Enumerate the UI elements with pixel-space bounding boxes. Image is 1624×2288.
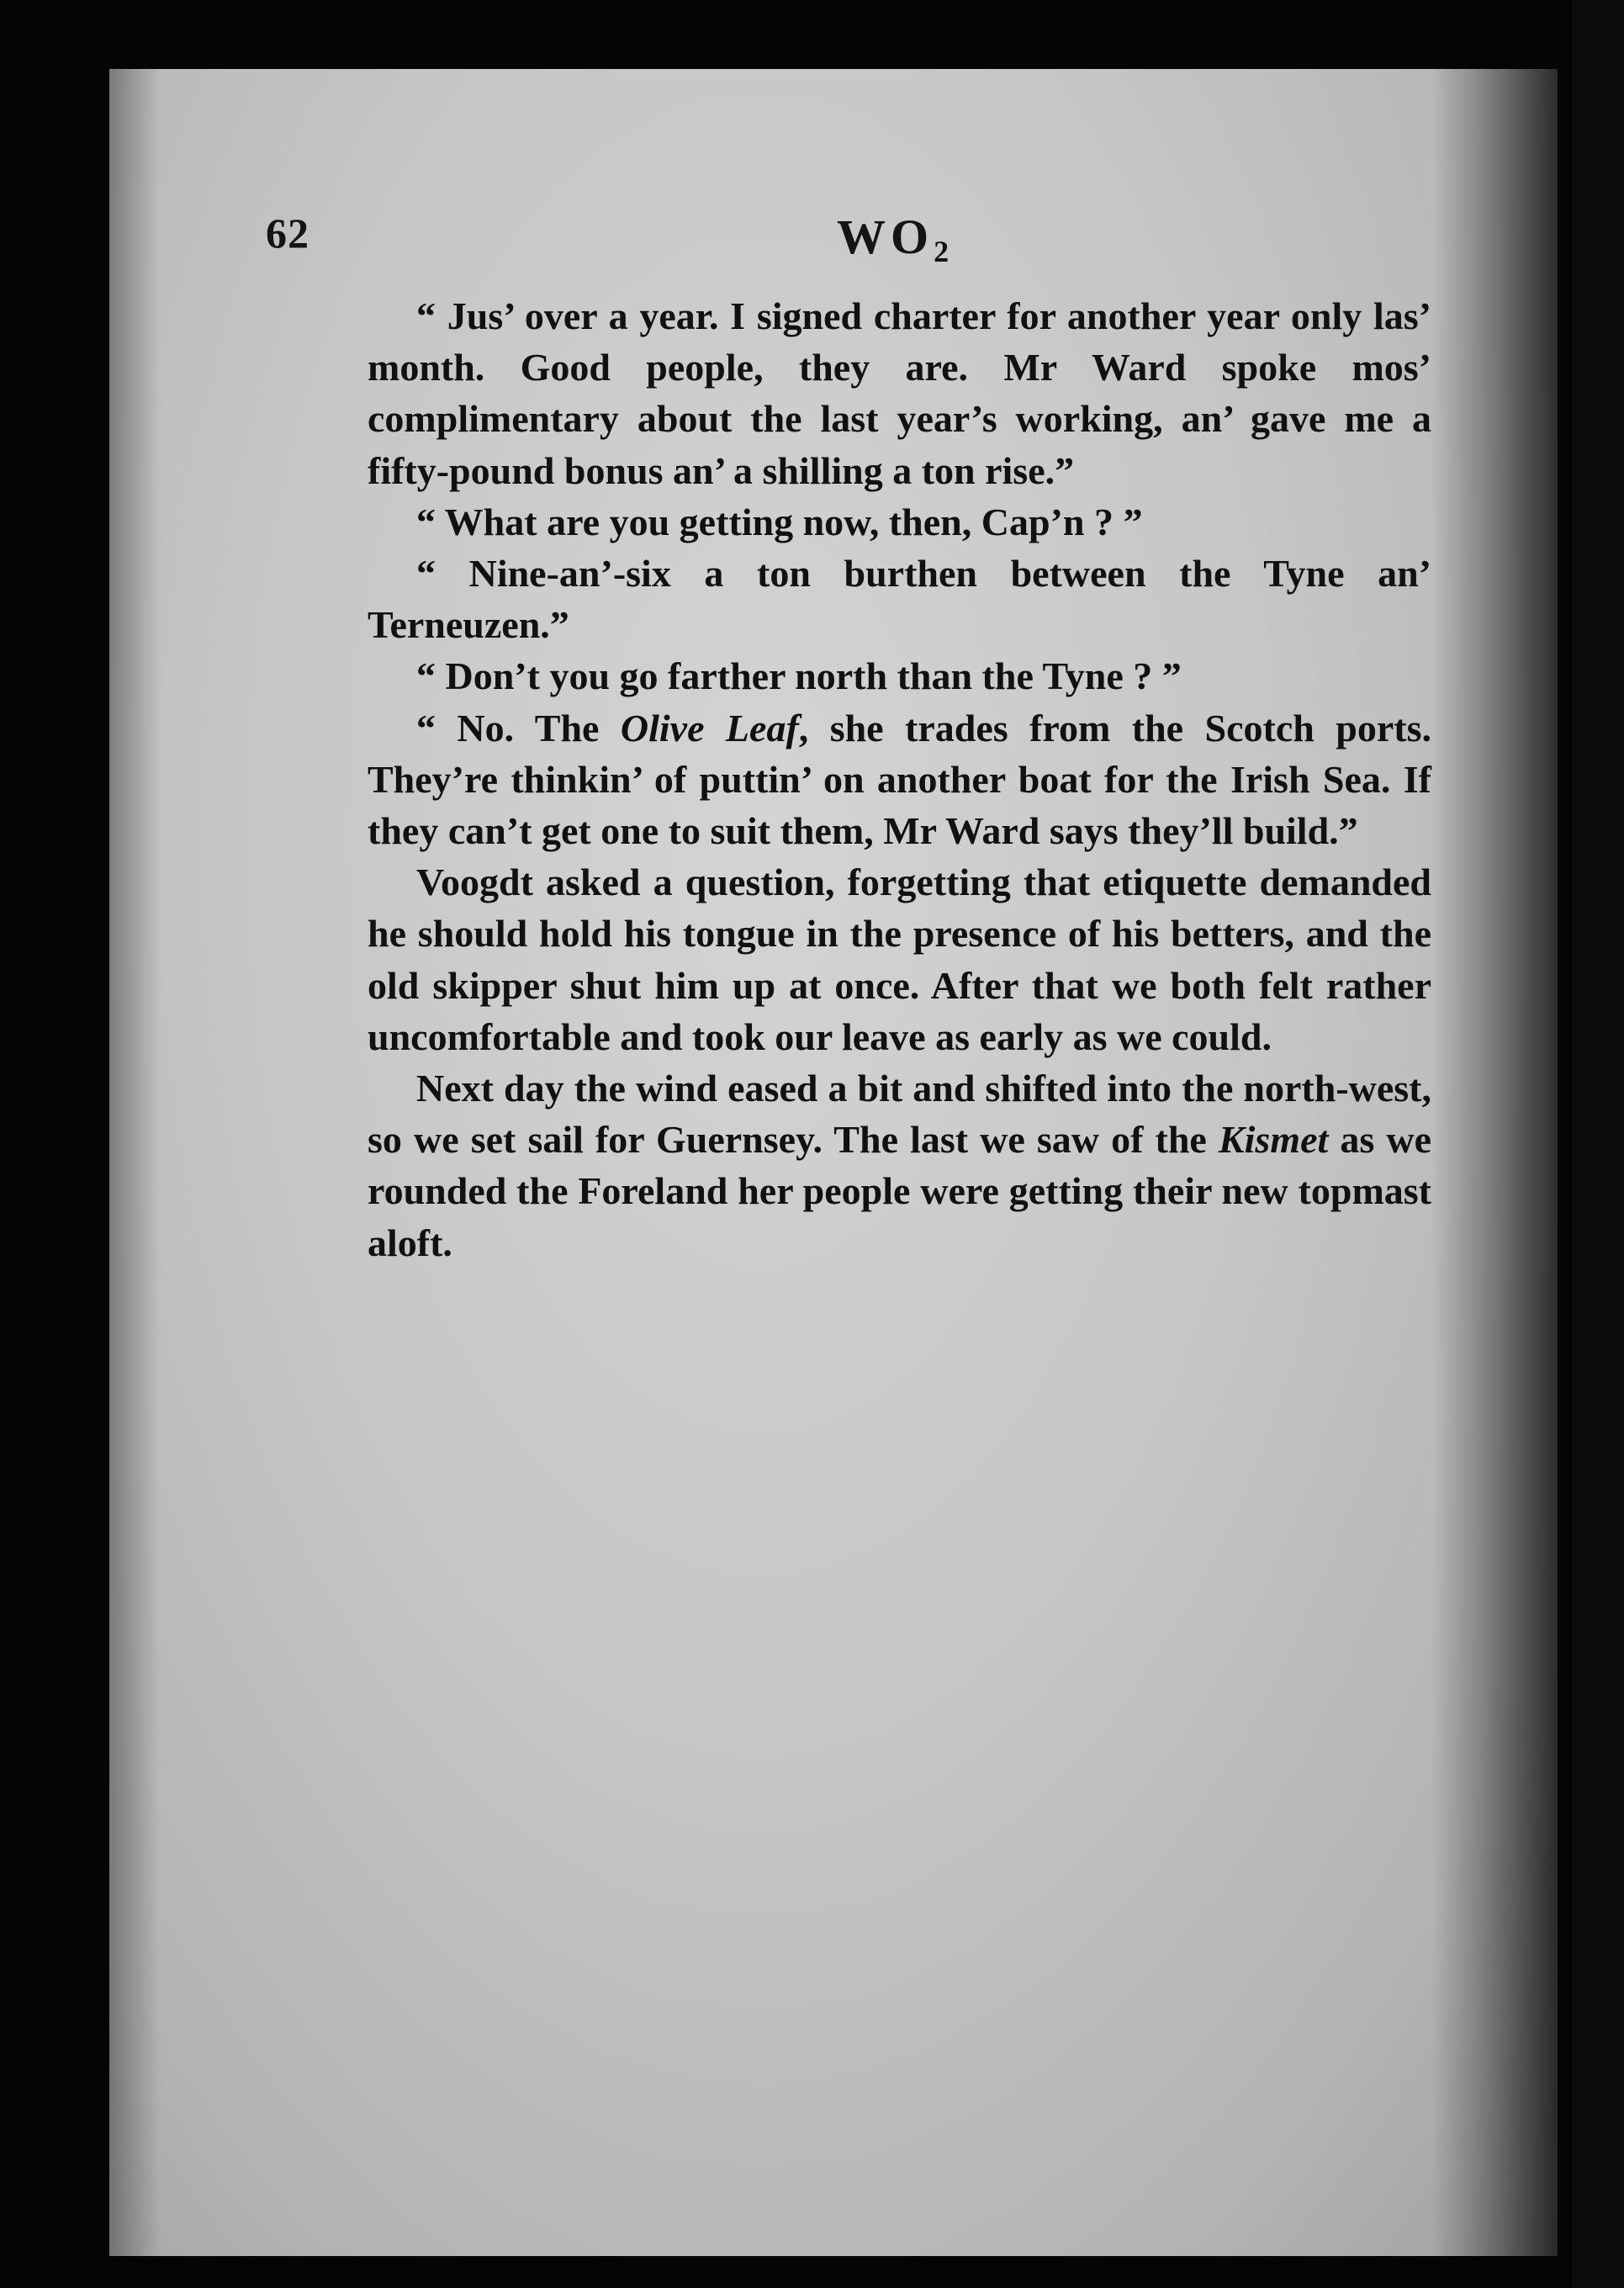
page-number: 62 <box>266 209 309 257</box>
paragraph-1: “ Jus’ over a year. I signed charter for another year only las’ month. Good people, they are. Mr Ward spoke mos’ complimentary about the last year’s working, an’ gave me a fifty-pound bonus an’ a shilling a ton rise.” <box>368 294 1431 492</box>
paragraph-7-start: Next day the wind eased a bit and shifted into the north-west, so we set sail for Guernsey. The last we saw of the <box>368 1067 1431 1162</box>
paragraph-7 <box>368 1062 1431 1268</box>
paragraph-4: “ Don’t you go farther north than the Tyne ? ” <box>416 654 1182 698</box>
page-left-shadow <box>109 69 160 2256</box>
paragraph-6: Voogdt asked a question, forgetting that etiquette demanded he should hold his tongue in the presence of his betters, and the old skipper shut him up at once. After that we both felt rather uncomfortable and took our leave as early as we could. <box>368 861 1431 1058</box>
paragraph-5 <box>368 702 1431 857</box>
paragraph-5-end: , she trades from the Scotch ports. They’re thinkin’ of puttin’ on another boat for the Irish Sea. If they can’t get one to suit them, Mr Ward says they’ll build.” <box>368 706 1431 853</box>
ship-name-olive-leaf: Olive Leaf <box>620 706 799 749</box>
running-head <box>837 209 950 268</box>
page-binding-shadow <box>1431 69 1558 2256</box>
ship-name-kismet: Kismet <box>1218 1118 1329 1162</box>
paragraph-7-end: as we rounded the Foreland her people were getting their new topmast aloft. <box>368 1118 1431 1264</box>
scan-right-border <box>1572 0 1624 2288</box>
paragraph-3: “ Nine-an’-six a ton burthen between the Tyne an’ Terneuzen.” <box>368 552 1431 647</box>
running-head-title: WO <box>837 209 934 264</box>
running-head-subscript: 2 <box>934 235 950 268</box>
body-text <box>368 290 1431 1268</box>
paragraph-2: “ What are you getting now, then, Cap’n ? ” <box>416 500 1143 543</box>
paragraph-5-start: “ No. The <box>416 706 621 749</box>
